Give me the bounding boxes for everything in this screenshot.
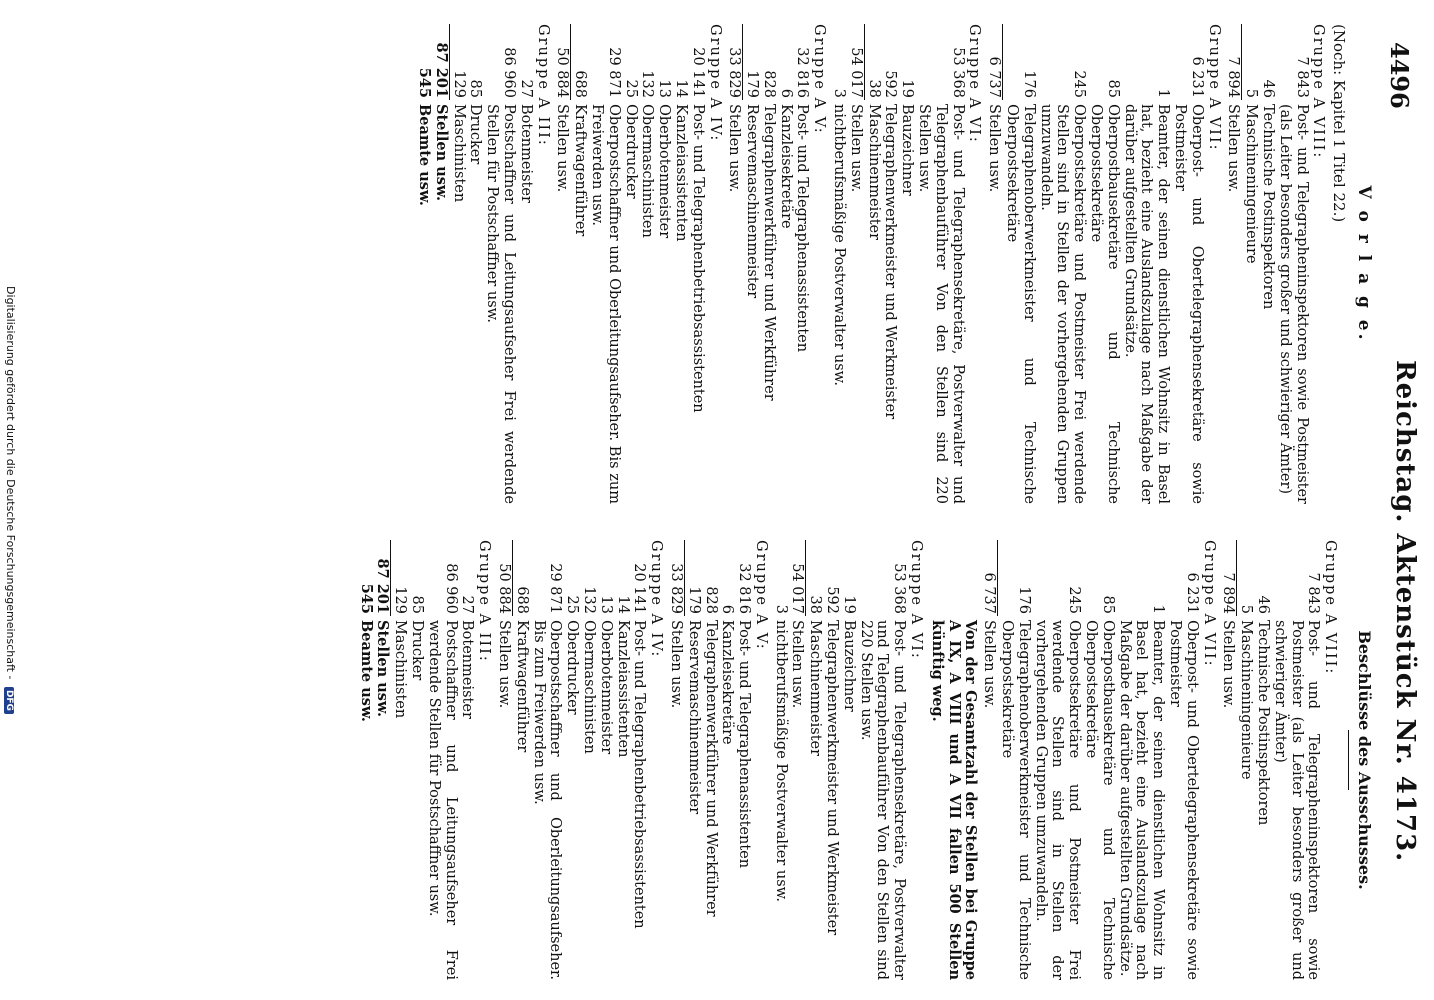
entry-row [882, 24, 899, 504]
entry-count: 245 [1071, 70, 1088, 98]
entry-count: 85 [467, 79, 484, 98]
entry-count: 245 [1066, 586, 1083, 614]
entry-text: Stellen usw. [432, 104, 450, 202]
entry-row [898, 24, 915, 504]
entry-count: 688 [513, 586, 530, 614]
entry-count: 14 [672, 79, 689, 98]
total-row [495, 540, 512, 980]
entry-text: Oberpostbausekretäre und Technische Oberpostsekretäre [1088, 104, 1121, 504]
left-column-vorlage [415, 24, 1372, 504]
entry-count: 53 368 [949, 47, 966, 98]
entry-text: Telegraphenoberwerkmeister und Technische Oberpostsekretäre [1004, 104, 1037, 504]
entry-text: Oberdrucker [622, 104, 639, 199]
entry-row [425, 540, 459, 980]
entry-text: Post- und Telegrapheninspektoren sowie Postmeister (als Leiter besonders großer und schwieriger Ämter) [1276, 104, 1310, 504]
group-block [554, 24, 723, 504]
entry-count: 6 231 [1183, 572, 1200, 614]
group-block [726, 24, 828, 504]
entry-text: Kraftwagenführer [513, 620, 530, 753]
entry-text: Stellen usw. [495, 620, 512, 709]
entry-count: 20 141 [689, 47, 706, 98]
entry-row [857, 540, 907, 980]
entry-text: Maschineningenieure [1238, 620, 1255, 780]
entry-text: Stellen usw. [986, 104, 1003, 193]
entry-text: Oberpost- und Obertelegraphensekretäre sowie Postmeister [1167, 620, 1200, 980]
entry-row [830, 24, 847, 504]
entry-count: 6 737 [986, 56, 1003, 98]
group-block [830, 24, 982, 504]
entry-count: 32 816 [736, 563, 753, 614]
group-block [357, 540, 492, 980]
entry-text: Maschinenmeister [807, 620, 824, 757]
entry-count: 86 960 [500, 47, 517, 98]
entry-row [1259, 24, 1276, 504]
entry-text: Oberbotenmeister [597, 620, 614, 755]
entry-text: Kraftwagenführer [572, 104, 589, 237]
group-heading: Gruppe A V: [811, 24, 828, 135]
entry-row [735, 540, 752, 980]
entry-count: 7 843 [1305, 572, 1322, 614]
entry-text: Kanzleisekretäre [719, 620, 736, 745]
entry-row [777, 24, 794, 504]
entry-text: Oberbotenmeister [656, 104, 673, 239]
entry-count: 19 [899, 79, 916, 98]
entry-text: Stellen usw. [1225, 104, 1242, 193]
entry-row [689, 24, 706, 504]
entry-row [702, 540, 719, 980]
entry-count: 85 [1099, 595, 1116, 614]
entry-text: Oberpostbausekretäre und Technische Oberpostsekretäre [1083, 620, 1116, 980]
entry-count: 176 [1020, 70, 1037, 98]
entry-row [639, 24, 656, 504]
entry-text: Post- und Telegraphensekretäre, Postverwalter und Telegraphenbauführer Von den Stellen sind 220 Stellen usw. [857, 620, 908, 980]
entry-row [772, 540, 789, 980]
entry-text: Maschineningenieure [1243, 104, 1260, 264]
entry-text: Technische Postinspektoren [1255, 620, 1272, 826]
left-column-heading: V o r l a g e. [1354, 185, 1374, 343]
entry-count: 132 [580, 586, 597, 614]
entry-count: 592 [824, 586, 841, 614]
entry-count: 25 [564, 595, 581, 614]
page-title: Reichstag. Aktenstück Nr. 4173. [1390, 360, 1420, 863]
heading-rule [1348, 730, 1349, 790]
entry-text: Maschinisten [392, 620, 409, 719]
entry-text: Stellen usw. [667, 620, 684, 709]
entry-count: 87 201 [432, 42, 450, 98]
entry-text: Postschaffner und Leitungsaufseher Frei werdende Stellen für Postschaffner usw. [484, 104, 517, 504]
entry-row [530, 540, 564, 980]
entry-row [998, 540, 1032, 980]
entry-text: Post- und Telegrapheninspektoren sowie Postmeister (als Leiter besonders großer und schwieriger Ämter) [1271, 620, 1322, 980]
entry-row [614, 540, 631, 980]
total-row [789, 540, 806, 980]
entry-text: Oberdrucker [564, 620, 581, 715]
entry-row [459, 540, 476, 980]
entry-text: nichtberufsmäßige Postverwalter usw. [831, 104, 848, 386]
entry-count: 129 [450, 70, 467, 98]
group-block [985, 24, 1221, 504]
entry-text: Telegraphenwerkführer und Werkführer [760, 104, 777, 401]
dfg-logo: DFG [4, 687, 14, 714]
left-column-intro: (Noch: Kapitel 1 Titel 22.) [1330, 24, 1349, 223]
group-heading: Gruppe A V: [752, 540, 769, 651]
entry-text: Stellen usw. [554, 104, 571, 193]
entry-row [719, 540, 736, 980]
entry-text: Beamter, der seinen dienstlichen Wohnsitz in Basel hat, bezieht eine Auslandszulage nach Maßgabe der darüber aufgestellten Grundsätze. [1116, 620, 1167, 980]
group-heading: Gruppe A VIII: [1310, 24, 1327, 160]
entry-count: 85 [1104, 79, 1121, 98]
entry-count: 54 017 [847, 47, 864, 98]
entry-text: Post- und Telegraphensekretäre, Postverwalter und Telegraphenbauführer Von den Stellen sind 220 Stellen usw. [916, 104, 966, 504]
entry-count: 129 [392, 586, 409, 614]
entry-row [915, 24, 965, 504]
entry-text: Maschinenmeister [865, 104, 882, 241]
footer-text: Digitalisierung gefördert durch die Deutsche Forschungsgemeinschaft - [4, 286, 17, 680]
entry-text: Post- und Telegraphenassistenten [736, 620, 753, 869]
entry-count: 6 [719, 604, 736, 614]
total-row [1225, 24, 1242, 504]
entry-text: Stellen usw. [981, 620, 998, 709]
total-row [985, 24, 1002, 504]
entry-row [622, 24, 639, 504]
entry-text: Technische Postinspektoren [1260, 104, 1277, 310]
entry-row [1121, 24, 1171, 504]
total-row [726, 24, 743, 504]
entry-count: 828 [760, 70, 777, 98]
entry-text: Stellen usw. [374, 620, 392, 718]
total-row [667, 540, 684, 980]
entry-count: 29 871 [547, 563, 564, 614]
group-heading: Gruppe A III: [534, 24, 551, 147]
entry-row [1003, 24, 1037, 504]
entry-text: Post- und Telegraphenassistenten [794, 104, 811, 353]
total-row [374, 540, 391, 980]
group-block [495, 540, 664, 980]
entry-count: 179 [744, 70, 761, 98]
entry-text: Bauzeichner [840, 620, 857, 712]
entry-text: Maschinisten [450, 104, 467, 203]
entry-row [1271, 540, 1321, 980]
entry-text: Beamter, der seinen dienstlichen Wohnsitz in Basel hat, bezieht eine Auslandszulage nach Maßgabe der darüber aufgestellten Grundsätze. [1121, 104, 1172, 504]
group-block [415, 24, 550, 504]
entry-text: Telegraphenwerkführer und Werkführer [702, 620, 719, 917]
entry-count: 5 [1238, 604, 1255, 614]
entry-count: 50 884 [554, 47, 571, 98]
entry-row [580, 540, 597, 980]
entry-count: 33 829 [667, 563, 684, 614]
entry-row [1166, 540, 1200, 980]
entry-row [450, 24, 467, 504]
entry-row [865, 24, 882, 504]
entry-row [1254, 540, 1271, 980]
total-row [847, 24, 864, 504]
entry-text: Drucker [467, 104, 484, 165]
entry-row [1171, 24, 1205, 504]
total-row [980, 540, 997, 980]
group-heading: Gruppe A III: [476, 540, 493, 663]
group-heading: Gruppe A IV: [648, 540, 665, 659]
entry-row [513, 540, 530, 980]
entry-count: 46 [1255, 595, 1272, 614]
total-row [554, 24, 571, 504]
digitization-footer [4, 0, 17, 1000]
entry-text: Telegraphenwerkmeister und Werkmeister [824, 620, 841, 936]
entry-text: Post- und Telegraphenbetriebsassistenten [689, 104, 706, 413]
left-groups [415, 24, 1326, 504]
page-number: 4496 [1385, 42, 1414, 109]
entry-text: nichtberufsmäßige Postverwalter usw. [772, 620, 789, 902]
entry-count: 87 201 [374, 558, 392, 614]
entry-count: 828 [702, 586, 719, 614]
entry-text: Kanzleiassistenten [614, 620, 631, 758]
entry-row [357, 540, 374, 980]
entry-count: 85 [408, 595, 425, 614]
entry-row [743, 24, 760, 504]
entry-count: 38 [865, 79, 882, 98]
entry-text: Beamte usw. [357, 620, 375, 722]
group-heading: Gruppe A VI: [966, 24, 983, 144]
entry-text: Oberpostschaffner und Oberleitungsaufseher. Bis zum Freiwerden usw. [588, 104, 622, 504]
entry-row [1082, 540, 1116, 980]
entry-text: Botenmeister [517, 104, 534, 203]
entry-text: Stellen usw. [789, 620, 806, 709]
entry-row [760, 24, 777, 504]
entry-row [415, 24, 432, 504]
entry-count: 27 [459, 595, 476, 614]
entry-count: 7 894 [1225, 56, 1242, 98]
entry-count: 20 141 [631, 563, 648, 614]
entry-text: Stellen usw. [1220, 620, 1237, 709]
entry-count: 14 [614, 595, 631, 614]
entry-count: 5 [1243, 88, 1260, 98]
group-heading: Gruppe A VI: [908, 540, 925, 660]
right-column-heading: Beschlüsse des Ausschusses. [1355, 630, 1374, 890]
entry-row [1237, 540, 1254, 980]
entry-count: 1 [1150, 604, 1167, 614]
entry-row [807, 540, 824, 980]
entry-text: Obermaschinisten [639, 104, 656, 238]
entry-text: Telegraphenwerkmeister und Werkmeister [882, 104, 899, 420]
entry-count: 86 960 [442, 563, 459, 614]
entry-row [597, 540, 614, 980]
entry-count: 7 894 [1220, 572, 1237, 614]
entry-row [672, 24, 689, 504]
entry-row [588, 24, 622, 504]
total-row [1220, 540, 1237, 980]
entry-count: 176 [1015, 586, 1032, 614]
entry-row [1087, 24, 1121, 504]
entry-row [631, 540, 648, 980]
entry-text: Kanzleisekretäre [777, 104, 794, 229]
total-row [432, 24, 449, 504]
entry-count: 32 816 [794, 47, 811, 98]
entry-count: 132 [639, 70, 656, 98]
entry-count: 592 [882, 70, 899, 98]
entry-text: Reservemaschinenmeister [744, 104, 761, 299]
entry-count: 7 843 [1293, 56, 1310, 98]
entry-row [840, 540, 857, 980]
entry-row [467, 24, 484, 504]
group-block [1225, 24, 1327, 504]
entry-count: 27 [517, 79, 534, 98]
entry-row [571, 24, 588, 504]
entry-count: 33 829 [726, 47, 743, 98]
entry-text: Obermaschinisten [580, 620, 597, 754]
entry-row [483, 24, 517, 504]
entry-text: Bauzeichner [899, 104, 916, 196]
entry-count: 545 [357, 583, 375, 614]
entry-count: 46 [1260, 79, 1277, 98]
group-block [772, 540, 924, 980]
entry-count: 545 [415, 67, 433, 98]
entry-count: 6 231 [1188, 56, 1205, 98]
entry-row [517, 24, 534, 504]
entry-row [685, 540, 702, 980]
entry-count: 6 737 [981, 572, 998, 614]
entry-row [408, 540, 425, 980]
entry-row [1116, 540, 1166, 980]
entry-text: Beamte usw. [415, 104, 433, 206]
entry-count: 179 [685, 586, 702, 614]
entry-text: Oberpost- und Obertelegraphensekretäre sowie Postmeister [1172, 104, 1205, 504]
group-block [1220, 540, 1339, 980]
entry-text: Stellen usw. [847, 104, 864, 193]
entry-count: 53 368 [891, 563, 908, 614]
entry-count: 19 [840, 595, 857, 614]
entry-row [563, 540, 580, 980]
committee-decision: Von der Gesamtzahl der Stellen bei Gruppe A IX, A VIII und A VII fallen 500 Stellen künftig weg. [928, 620, 980, 980]
entry-row [1276, 24, 1310, 504]
entry-row [391, 540, 408, 980]
entry-count: 1 [1155, 88, 1172, 98]
entry-row [1037, 24, 1087, 504]
right-column-beschluesse [357, 540, 1372, 980]
entry-row [655, 24, 672, 504]
group-heading: Gruppe A VIII: [1322, 540, 1339, 676]
entry-count: 25 [622, 79, 639, 98]
entry-text: Oberpostschaffner und Oberleitungsaufseher. Bis zum Freiwerden usw. [530, 620, 564, 980]
entry-text: Oberpostsekretäre und Postmeister Frei werdende Stellen sind in Stellen der vorhergehenden Gruppen umzuwandeln. [1032, 620, 1083, 980]
entry-count: 688 [572, 70, 589, 98]
entry-row [1242, 24, 1259, 504]
entry-text: Kanzleiassistenten [672, 104, 689, 242]
entry-text: Botenmeister [459, 620, 476, 719]
entry-count: 13 [597, 595, 614, 614]
group-heading: Gruppe A VII: [1200, 540, 1217, 668]
entry-text: Drucker [408, 620, 425, 681]
group-block [667, 540, 769, 980]
entry-count: 38 [807, 595, 824, 614]
entry-count: 3 [772, 604, 789, 614]
entry-text: Telegraphenoberwerkmeister und Technische Oberpostsekretäre [999, 620, 1032, 980]
group-heading: Gruppe A IV: [706, 24, 723, 143]
entry-row [823, 540, 840, 980]
entry-count: 13 [656, 79, 673, 98]
entry-row [794, 24, 811, 504]
entry-row [1032, 540, 1082, 980]
entry-count: 54 017 [789, 563, 806, 614]
entry-text: Stellen usw. [726, 104, 743, 193]
entry-text: Reservemaschinenmeister [685, 620, 702, 815]
entry-count: 6 [777, 88, 794, 98]
entry-text: Post- und Telegraphenbetriebsassistenten [631, 620, 648, 929]
entry-count: 3 [831, 88, 848, 98]
entry-text: Postschaffner und Leitungsaufseher Frei werdende Stellen für Postschaffner usw. [425, 620, 459, 980]
group-heading: Gruppe A VII: [1205, 24, 1222, 152]
right-groups [357, 540, 1338, 980]
entry-count: 50 884 [495, 563, 512, 614]
entry-text: Oberpostsekretäre und Postmeister Frei werdende Stellen sind in Stellen der vorhergehenden Gruppen umzuwandeln. [1037, 104, 1088, 504]
entry-count: 29 871 [605, 47, 622, 98]
group-block [928, 540, 1217, 980]
